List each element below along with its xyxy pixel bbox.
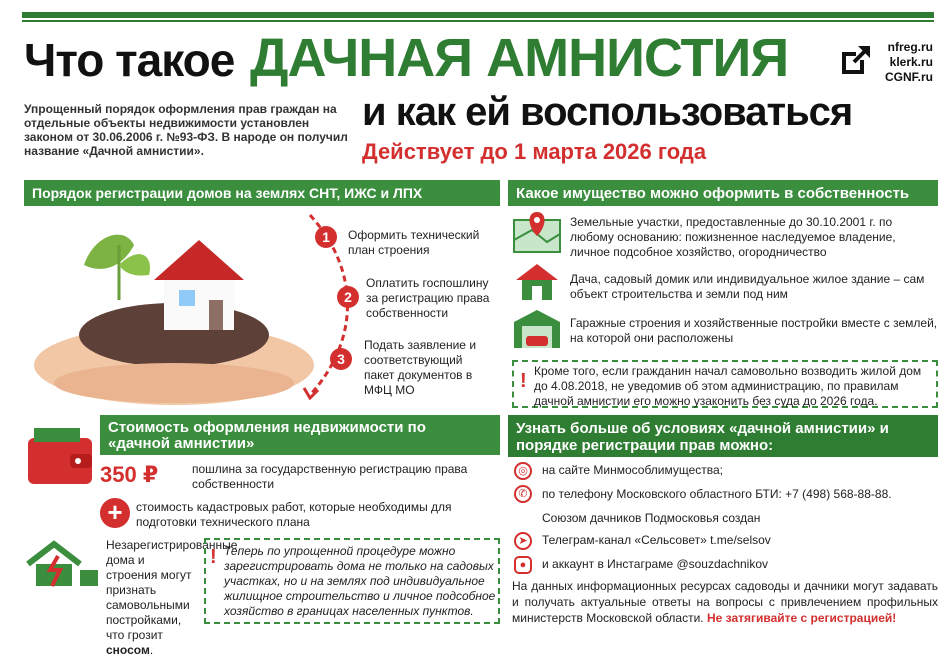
property-item-text: Гаражные строения и хозяйственные постройки вместе с землей, на которой они расположены: [570, 316, 938, 345]
step-text: Оплатить госпошлину за регистрацию права собственности: [366, 276, 490, 320]
learn-item-text: по телефону Московского областного БТИ: +7 (498) 568-88-88.: [542, 487, 892, 501]
house-icon: [512, 262, 562, 302]
registration-heading: Порядок регистрации домов на землях СНТ, ИЖС и ЛПХ: [24, 180, 500, 206]
learn-item-text[interactable]: Телеграм-канал «Сельсовет» t.me/selsov: [542, 533, 771, 547]
property-item-text: Земельные участки, предоставленные до 30.10.2001 г. по любому основанию: пожизненное наследуемое владение, личное подсобное хозяйство, огородничество: [570, 215, 896, 259]
house-in-hands-illustration: [24, 205, 324, 405]
learn-footer-text: На данных информационных ресурсах садоводы и дачники могут задавать и получать актуальные ответы на вопросы с привлечением профильных министерств Московской области.: [512, 579, 938, 625]
map-pin-icon: [512, 210, 562, 254]
garage-icon: [512, 308, 562, 350]
step-number: 2: [337, 286, 359, 308]
globe-icon: ◎: [514, 462, 532, 480]
cost-note: Теперь по упрощенной процедуре можно зарегистрировать дома не только на садовых участках, но и на землях под индивидуальное жилищное строительство и личное подсобное хозяйство в границах населенных пунктов.: [224, 544, 496, 618]
step-text: Оформить технический план строения: [348, 228, 480, 257]
step-number: 1: [315, 226, 337, 248]
property-note-box: [512, 360, 938, 408]
price-value: 350 ₽: [100, 462, 159, 487]
site-link[interactable]: CGNF.ru: [885, 70, 933, 84]
learn-heading: Узнать больше об условиях «дачной амнистии» и порядке регистрации прав можно:: [508, 415, 938, 457]
cost-heading: Стоимость оформления недвижимости по «дачной амнистии»: [100, 415, 500, 455]
learn-item-text: Союзом дачников Подмосковья создан: [542, 511, 761, 525]
learn-footer-cta: Не затягивайте с регистрацией!: [706, 611, 897, 625]
title-highlight: ДАЧНАЯ АМНИСТИЯ: [250, 28, 789, 88]
step-number: 3: [330, 348, 352, 370]
title-suffix: и как ей воспользоваться: [362, 90, 853, 134]
instagram-icon: ●: [514, 556, 532, 574]
step-text: Подать заявление и соответствующий пакет документов в МФЦ МО: [364, 338, 477, 397]
wallet-icon: [24, 424, 96, 488]
warning-end: .: [149, 643, 154, 657]
property-note: Кроме того, если гражданин начал самовольно возводить жилой дом до 4.08.2018, не уведомив об этом администрацию, по правилам дачной амнистии его можно узаконить без суда до 2026 года.: [534, 364, 922, 408]
exclamation-icon: !: [520, 370, 527, 392]
learn-item-text: на сайте Минмособлимущества;: [542, 463, 724, 477]
external-link-icon: [838, 42, 874, 78]
warning-bold: сносом: [106, 643, 150, 657]
deadline: Действует до 1 марта 2026 года: [362, 139, 707, 164]
title-prefix: Что такое: [24, 34, 235, 86]
top-rule-thin: [22, 20, 934, 22]
learn-footer: [512, 578, 938, 626]
top-rule: [22, 12, 934, 18]
warning-text: Незарегистрированные дома и строения могут признать самовольными постройками, что грозит: [106, 538, 238, 642]
site-link[interactable]: nfreg.ru: [887, 40, 933, 54]
exclamation-icon: !: [210, 546, 217, 568]
cost-note-box: [204, 538, 500, 624]
source-sites: [885, 40, 933, 85]
property-heading: Какое имущество можно оформить в собственность: [508, 180, 938, 206]
site-link[interactable]: klerk.ru: [889, 55, 933, 69]
plus-icon: +: [100, 498, 130, 528]
phone-icon: ✆: [514, 485, 532, 503]
learn-item-text[interactable]: и аккаунт в Инстаграме @souzdachnikov: [542, 557, 769, 571]
telegram-icon: ➤: [514, 532, 532, 550]
unregistered-warning: [24, 538, 238, 658]
price-description: пошлина за государственную регистрацию права собственности: [192, 462, 468, 491]
intro-text: Упрощенный порядок оформления прав граждан на отдельные объекты недвижимости установлен законом от 30.06.2006 г. №93-ФЗ. В народе он получил название «Дачной амнистии».: [24, 102, 348, 158]
property-item-text: Дача, садовый домик или индивидуальное жилое здание – сам объект строительства и земли под ним: [570, 272, 925, 301]
plus-description: стоимость кадастровых работ, которые необходимы для подготовки технического плана: [136, 500, 452, 529]
